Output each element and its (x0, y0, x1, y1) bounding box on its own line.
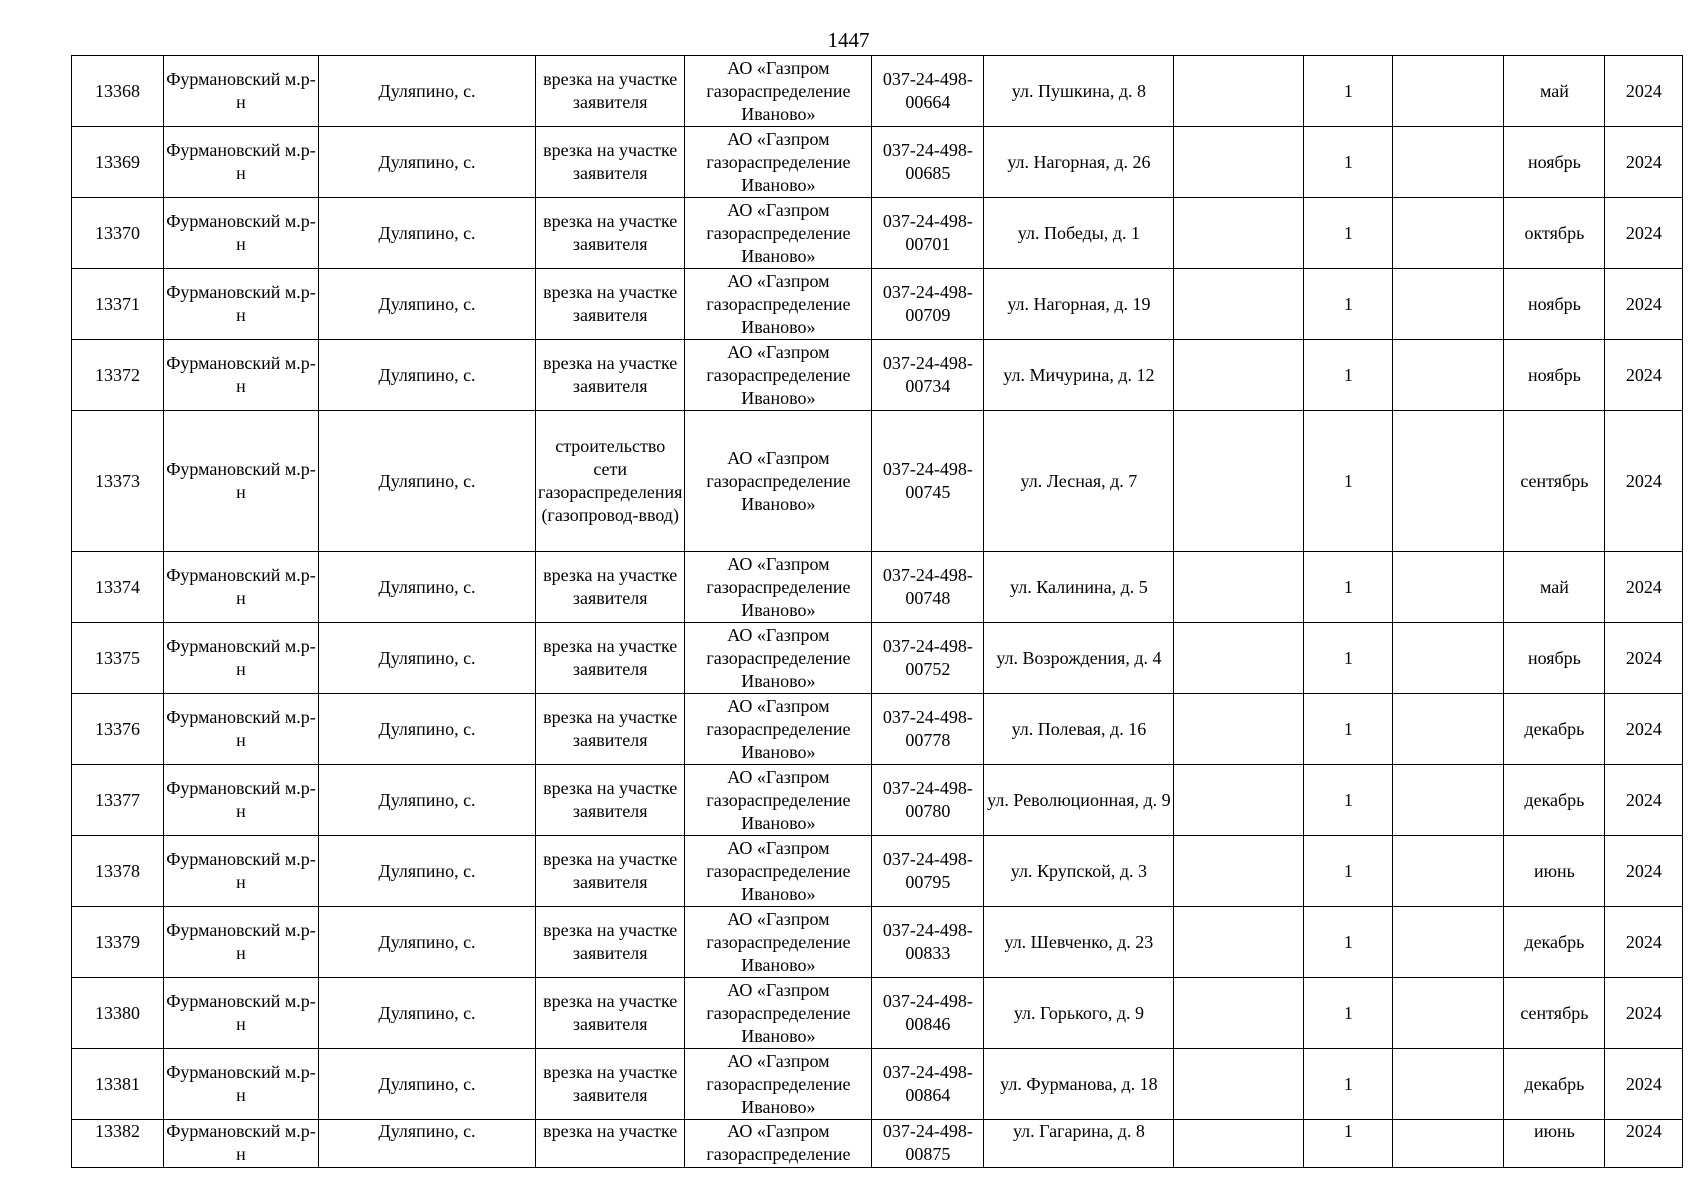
cell-settlement: Дуляпино, с. (319, 269, 536, 340)
cell-empty (1174, 1049, 1304, 1120)
cell-row-number: 13381 (72, 1049, 164, 1120)
cell-application-code: 037-24-498-00833 (872, 907, 984, 978)
cell-row-number: 13382 (72, 1120, 164, 1168)
cell-empty (1393, 694, 1504, 765)
cell-quantity: 1 (1304, 411, 1393, 552)
cell-application-code: 037-24-498-00664 (872, 56, 984, 127)
cell-connection-type: врезка на участке заявителя (536, 623, 685, 694)
cell-empty (1393, 765, 1504, 836)
cell-settlement: Дуляпино, с. (319, 56, 536, 127)
cell-empty (1174, 269, 1304, 340)
cell-year: 2024 (1605, 1120, 1683, 1168)
cell-empty (1393, 978, 1504, 1049)
cell-year: 2024 (1605, 836, 1683, 907)
cell-empty (1393, 1049, 1504, 1120)
cell-address: ул. Нагорная, д. 19 (984, 269, 1174, 340)
cell-month: ноябрь (1504, 623, 1605, 694)
cell-settlement: Дуляпино, с. (319, 694, 536, 765)
cell-connection-type: врезка на участке заявителя (536, 694, 685, 765)
cell-empty (1393, 56, 1504, 127)
cell-row-number: 13374 (72, 552, 164, 623)
cell-organization: АО «Газпром газораспределение Иваново» (685, 836, 872, 907)
cell-organization: АО «Газпром газораспределение Иваново» (685, 765, 872, 836)
cell-empty (1174, 127, 1304, 198)
cell-district: Фурмановский м.р-н (164, 411, 319, 552)
cell-month: май (1504, 552, 1605, 623)
cell-empty (1393, 552, 1504, 623)
cell-application-code: 037-24-498-00701 (872, 198, 984, 269)
cell-district: Фурмановский м.р-н (164, 269, 319, 340)
cell-settlement: Дуляпино, с. (319, 127, 536, 198)
cell-row-number: 13372 (72, 340, 164, 411)
cell-connection-type: врезка на участке заявителя (536, 198, 685, 269)
cell-month: июнь (1504, 1120, 1605, 1168)
cell-settlement: Дуляпино, с. (319, 1049, 536, 1120)
table-row (72, 411, 1683, 552)
cell-connection-type: врезка на участке заявителя (536, 340, 685, 411)
cell-empty (1393, 836, 1504, 907)
cell-settlement: Дуляпино, с. (319, 411, 536, 552)
table-row (72, 978, 1683, 1049)
cell-address: ул. Горького, д. 9 (984, 978, 1174, 1049)
cell-row-number: 13368 (72, 56, 164, 127)
cell-application-code: 037-24-498-00875 (872, 1120, 984, 1168)
cell-district: Фурмановский м.р-н (164, 765, 319, 836)
cell-district: Фурмановский м.р-н (164, 836, 319, 907)
cell-connection-type: врезка на участке заявителя (536, 552, 685, 623)
cell-organization: АО «Газпром газораспределение Иваново» (685, 56, 872, 127)
cell-application-code: 037-24-498-00795 (872, 836, 984, 907)
cell-settlement: Дуляпино, с. (319, 978, 536, 1049)
cell-connection-type: врезка на участке заявителя (536, 978, 685, 1049)
cell-district: Фурмановский м.р-н (164, 340, 319, 411)
cell-month: октябрь (1504, 198, 1605, 269)
page-number: 1447 (827, 28, 870, 52)
cell-year: 2024 (1605, 907, 1683, 978)
cell-district: Фурмановский м.р-н (164, 1049, 319, 1120)
table-row (72, 1120, 1683, 1168)
cell-settlement: Дуляпино, с. (319, 836, 536, 907)
cell-month: сентябрь (1504, 411, 1605, 552)
table-row (72, 623, 1683, 694)
cell-year: 2024 (1605, 127, 1683, 198)
cell-row-number: 13370 (72, 198, 164, 269)
cell-district: Фурмановский м.р-н (164, 623, 319, 694)
cell-organization: АО «Газпром газораспределение Иваново» (685, 694, 872, 765)
cell-connection-type: врезка на участке заявителя (536, 56, 685, 127)
table-row (72, 340, 1683, 411)
cell-quantity: 1 (1304, 198, 1393, 269)
table-row (72, 765, 1683, 836)
cell-settlement: Дуляпино, с. (319, 907, 536, 978)
cell-row-number: 13377 (72, 765, 164, 836)
cell-address: ул. Полевая, д. 16 (984, 694, 1174, 765)
cell-connection-type: врезка на участке заявителя (536, 765, 685, 836)
gasification-schedule-table (71, 55, 1683, 1168)
cell-application-code: 037-24-498-00752 (872, 623, 984, 694)
cell-organization: АО «Газпром газораспределение Иваново» (685, 1049, 872, 1120)
cell-row-number: 13369 (72, 127, 164, 198)
cell-row-number: 13375 (72, 623, 164, 694)
cell-settlement: Дуляпино, с. (319, 623, 536, 694)
cell-empty (1393, 623, 1504, 694)
cell-year: 2024 (1605, 411, 1683, 552)
cell-application-code: 037-24-498-00780 (872, 765, 984, 836)
cell-settlement: Дуляпино, с. (319, 198, 536, 269)
cell-quantity: 1 (1304, 1049, 1393, 1120)
cell-address: ул. Калинина, д. 5 (984, 552, 1174, 623)
cell-month: декабрь (1504, 1049, 1605, 1120)
cell-empty (1174, 1120, 1304, 1168)
cell-connection-type: врезка на участке заявителя (536, 127, 685, 198)
cell-year: 2024 (1605, 623, 1683, 694)
cell-year: 2024 (1605, 1049, 1683, 1120)
cell-empty (1174, 978, 1304, 1049)
cell-month: сентябрь (1504, 978, 1605, 1049)
cell-empty (1393, 198, 1504, 269)
cell-empty (1174, 56, 1304, 127)
cell-row-number: 13380 (72, 978, 164, 1049)
cell-district: Фурмановский м.р-н (164, 198, 319, 269)
cell-application-code: 037-24-498-00748 (872, 552, 984, 623)
cell-row-number: 13376 (72, 694, 164, 765)
cell-quantity: 1 (1304, 694, 1393, 765)
cell-empty (1174, 552, 1304, 623)
cell-organization: АО «Газпром газораспределение Иваново» (685, 411, 872, 552)
cell-address: ул. Мичурина, д. 12 (984, 340, 1174, 411)
cell-connection-type: врезка на участке заявителя (536, 1049, 685, 1120)
cell-quantity: 1 (1304, 623, 1393, 694)
cell-address: ул. Возрождения, д. 4 (984, 623, 1174, 694)
cell-empty (1174, 836, 1304, 907)
cell-month: декабрь (1504, 765, 1605, 836)
cell-quantity: 1 (1304, 1120, 1393, 1168)
table-row (72, 1049, 1683, 1120)
cell-year: 2024 (1605, 694, 1683, 765)
cell-district: Фурмановский м.р-н (164, 978, 319, 1049)
cell-month: ноябрь (1504, 340, 1605, 411)
cell-organization: АО «Газпром газораспределение Иваново» (685, 127, 872, 198)
cell-empty (1393, 1120, 1504, 1168)
table-row (72, 269, 1683, 340)
cell-connection-type: строительство сети газораспределения (газопровод-ввод) (536, 411, 685, 552)
cell-empty (1174, 411, 1304, 552)
cell-settlement: Дуляпино, с. (319, 552, 536, 623)
cell-empty (1393, 340, 1504, 411)
cell-empty (1174, 198, 1304, 269)
cell-empty (1393, 127, 1504, 198)
cell-quantity: 1 (1304, 836, 1393, 907)
cell-connection-type: врезка на участке заявителя (536, 907, 685, 978)
cell-quantity: 1 (1304, 340, 1393, 411)
cell-year: 2024 (1605, 978, 1683, 1049)
cell-application-code: 037-24-498-00734 (872, 340, 984, 411)
cell-empty (1174, 907, 1304, 978)
cell-year: 2024 (1605, 269, 1683, 340)
cell-address: ул. Нагорная, д. 26 (984, 127, 1174, 198)
cell-organization: АО «Газпром газораспределение Иваново» (685, 269, 872, 340)
cell-row-number: 13378 (72, 836, 164, 907)
cell-address: ул. Лесная, д. 7 (984, 411, 1174, 552)
cell-year: 2024 (1605, 56, 1683, 127)
cell-address: ул. Фурманова, д. 18 (984, 1049, 1174, 1120)
cell-district: Фурмановский м.р-н (164, 127, 319, 198)
table-body (72, 56, 1683, 1168)
cell-month: июнь (1504, 836, 1605, 907)
cell-empty (1174, 623, 1304, 694)
cell-empty (1393, 411, 1504, 552)
table-row (72, 836, 1683, 907)
cell-address: ул. Шевченко, д. 23 (984, 907, 1174, 978)
cell-empty (1174, 765, 1304, 836)
cell-application-code: 037-24-498-00846 (872, 978, 984, 1049)
cell-quantity: 1 (1304, 56, 1393, 127)
table-row (72, 552, 1683, 623)
cell-row-number: 13373 (72, 411, 164, 552)
cell-empty (1174, 694, 1304, 765)
cell-organization: АО «Газпром газораспределение Иваново» (685, 907, 872, 978)
cell-district: Фурмановский м.р-н (164, 56, 319, 127)
cell-quantity: 1 (1304, 552, 1393, 623)
cell-organization: АО «Газпром газораспределение Иваново» (685, 198, 872, 269)
cell-application-code: 037-24-498-00864 (872, 1049, 984, 1120)
cell-year: 2024 (1605, 552, 1683, 623)
cell-quantity: 1 (1304, 269, 1393, 340)
cell-organization: АО «Газпром газораспределение Иваново» (685, 552, 872, 623)
cell-year: 2024 (1605, 198, 1683, 269)
cell-organization: АО «Газпром газораспределение Иваново» (685, 623, 872, 694)
cell-district: Фурмановский м.р-н (164, 907, 319, 978)
cell-empty (1393, 269, 1504, 340)
cell-row-number: 13379 (72, 907, 164, 978)
cell-district: Фурмановский м.р-н (164, 552, 319, 623)
cell-month: ноябрь (1504, 269, 1605, 340)
cell-settlement: Дуляпино, с. (319, 1120, 536, 1168)
cell-address: ул. Крупской, д. 3 (984, 836, 1174, 907)
cell-address: ул. Пушкина, д. 8 (984, 56, 1174, 127)
cell-quantity: 1 (1304, 978, 1393, 1049)
cell-application-code: 037-24-498-00745 (872, 411, 984, 552)
cell-address: ул. Гагарина, д. 8 (984, 1120, 1174, 1168)
cell-organization: АО «Газпром газораспределение (685, 1120, 872, 1168)
cell-organization: АО «Газпром газораспределение Иваново» (685, 340, 872, 411)
table-row (72, 694, 1683, 765)
cell-address: ул. Победы, д. 1 (984, 198, 1174, 269)
cell-organization: АО «Газпром газораспределение Иваново» (685, 978, 872, 1049)
cell-address: ул. Революционная, д. 9 (984, 765, 1174, 836)
cell-empty (1393, 907, 1504, 978)
table-row (72, 198, 1683, 269)
cell-settlement: Дуляпино, с. (319, 340, 536, 411)
table-row (72, 907, 1683, 978)
cell-settlement: Дуляпино, с. (319, 765, 536, 836)
cell-year: 2024 (1605, 765, 1683, 836)
cell-month: ноябрь (1504, 127, 1605, 198)
cell-quantity: 1 (1304, 127, 1393, 198)
cell-connection-type: врезка на участке заявителя (536, 836, 685, 907)
cell-district: Фурмановский м.р-н (164, 1120, 319, 1168)
cell-month: май (1504, 56, 1605, 127)
table-row (72, 127, 1683, 198)
cell-application-code: 037-24-498-00709 (872, 269, 984, 340)
cell-row-number: 13371 (72, 269, 164, 340)
cell-quantity: 1 (1304, 765, 1393, 836)
cell-application-code: 037-24-498-00685 (872, 127, 984, 198)
cell-quantity: 1 (1304, 907, 1393, 978)
table-row (72, 56, 1683, 127)
cell-district: Фурмановский м.р-н (164, 694, 319, 765)
cell-month: декабрь (1504, 907, 1605, 978)
cell-month: декабрь (1504, 694, 1605, 765)
cell-application-code: 037-24-498-00778 (872, 694, 984, 765)
cell-connection-type: врезка на участке (536, 1120, 685, 1168)
cell-year: 2024 (1605, 340, 1683, 411)
cell-empty (1174, 340, 1304, 411)
cell-connection-type: врезка на участке заявителя (536, 269, 685, 340)
